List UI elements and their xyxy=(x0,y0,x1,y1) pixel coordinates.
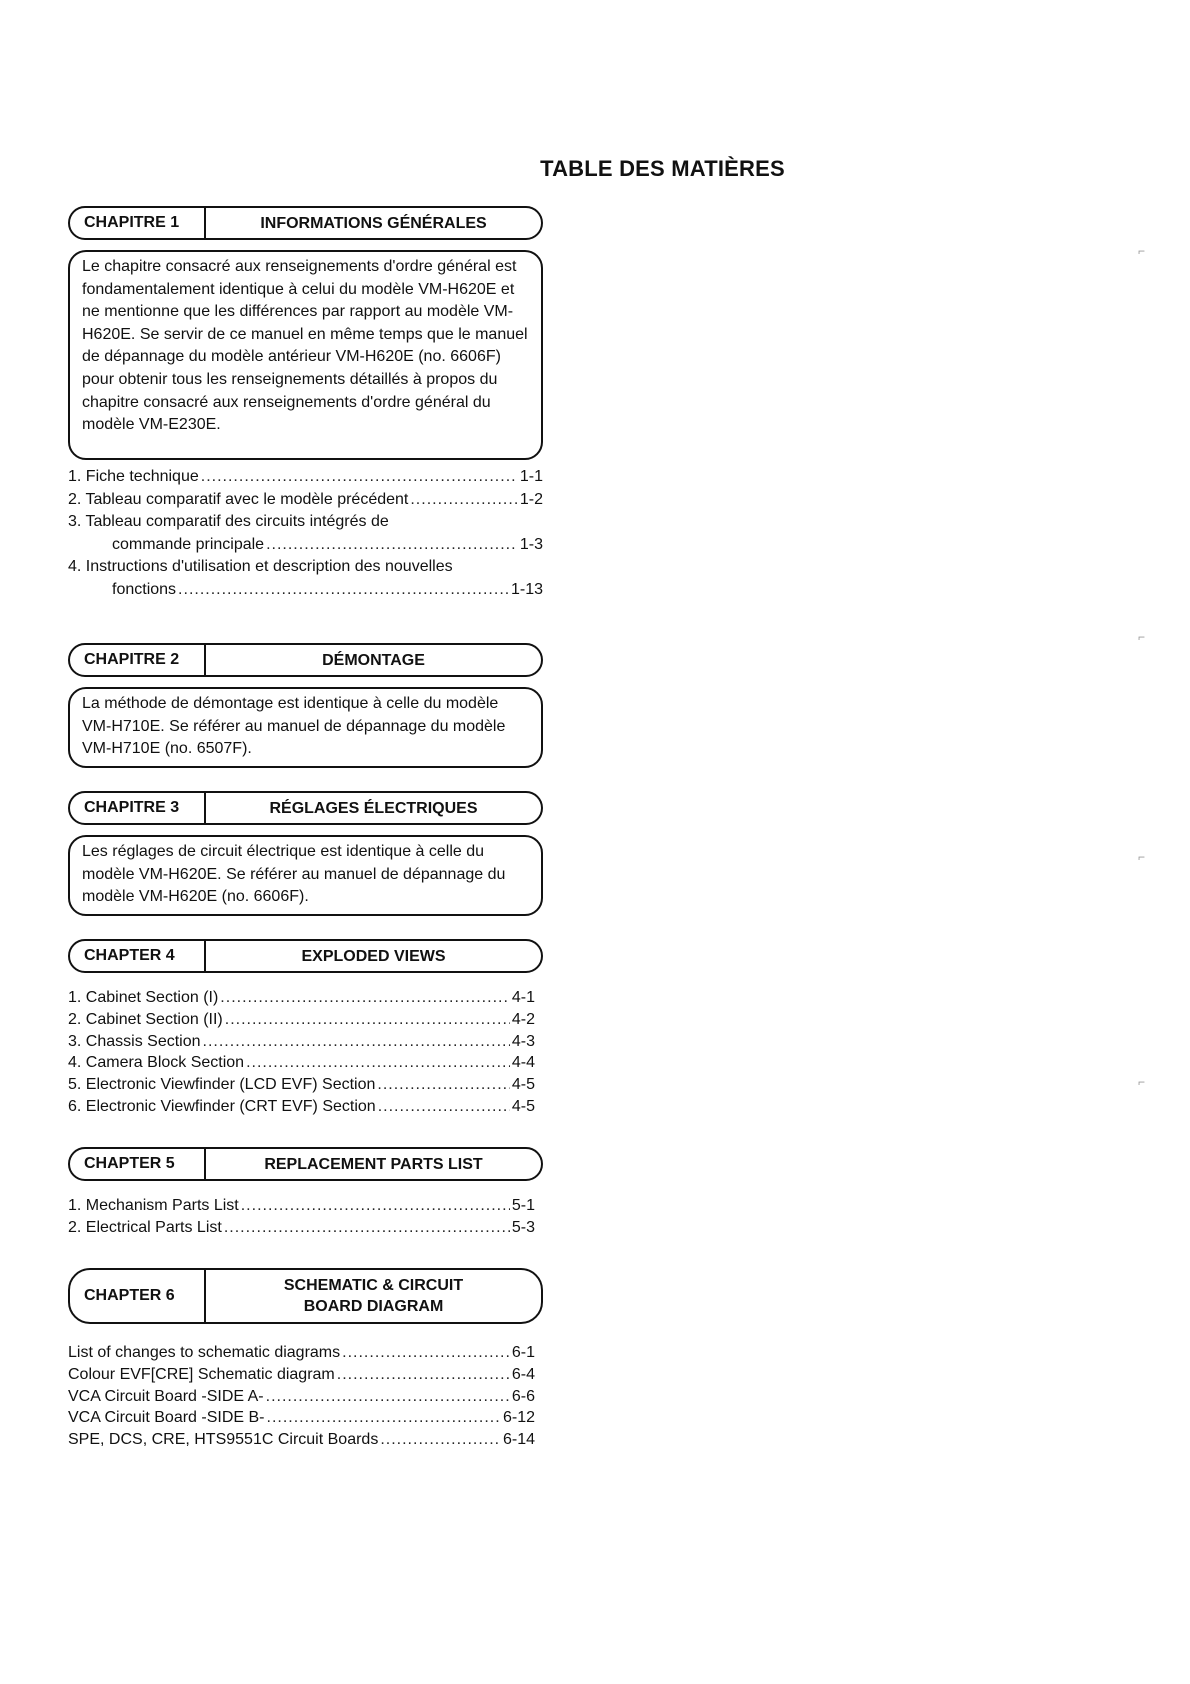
toc-item-page: 4-1 xyxy=(511,989,535,1006)
toc-item-page: 4-5 xyxy=(511,1076,535,1094)
chapter-1-note: Le chapitre consacré aux renseignements d'ordre général est fondamentalement identique à celui du modèle VM-H620E et ne mentionne que les différences par rapport au modèle VM-H620E. Se servir de ce manuel en même temps que le manuel de dépannage du modèle antérieur VM-H620E (no. 6606F) pour obtenir tous les renseignements détaillés à propos du chapitre consacré aux renseignements d'ordre général du modèle VM-E230E. xyxy=(68,250,543,460)
toc-item-page: 6-4 xyxy=(511,1365,535,1383)
scan-mark: ⌐ xyxy=(1138,850,1146,864)
chapter-number: CHAPITRE 1 xyxy=(70,208,206,238)
chapter-4-header xyxy=(68,939,543,973)
toc-item-label: VCA Circuit Board -SIDE A- xyxy=(68,1387,264,1405)
toc-item-label: VCA Circuit Board -SIDE B- xyxy=(68,1409,265,1427)
toc-item-label: 1. Mechanism Parts List xyxy=(68,1197,239,1214)
toc-item-page: 4-4 xyxy=(511,1054,535,1072)
chapter-title: DÉMONTAGE xyxy=(322,651,425,669)
toc-item-page: 1-2 xyxy=(519,490,543,508)
toc-item-page: 1-13 xyxy=(510,580,543,598)
toc-item[interactable] xyxy=(68,1052,543,1074)
toc-item-page: 6-6 xyxy=(511,1387,535,1405)
chapter-5-section xyxy=(68,1147,543,1239)
toc-item-label: 3. Chassis Section xyxy=(68,1032,201,1050)
toc-item[interactable] xyxy=(68,1195,543,1217)
chapter-3-section xyxy=(68,791,543,916)
toc-item[interactable] xyxy=(68,511,543,556)
chapter-3-note: Les réglages de circuit électrique est identique à celle du modèle VM-H620E. Se référer au manuel de dépannage du modèle VM-H620E (no. 6606F). xyxy=(68,835,543,916)
toc-item-label-cont: commande principale xyxy=(112,535,265,553)
toc-item-page: 6-1 xyxy=(511,1344,535,1361)
chapter-number: CHAPTER 4 xyxy=(70,941,206,971)
toc-item-label-cont: fonctions xyxy=(112,580,177,598)
toc-item-label: 2. Electrical Parts List xyxy=(68,1218,222,1236)
chapter-3-header xyxy=(68,791,543,825)
chapter-6-toc xyxy=(68,1342,543,1451)
chapter-2-header xyxy=(68,643,543,677)
toc-item[interactable] xyxy=(68,489,543,512)
toc-item-label: 2. Tableau comparatif avec le modèle précédent xyxy=(68,490,409,508)
page-title: TABLE DES MATIÈRES xyxy=(540,156,785,181)
chapter-5-toc xyxy=(68,1195,543,1239)
chapter-4-toc xyxy=(68,987,543,1118)
chapter-title: RÉGLAGES ÉLECTRIQUES xyxy=(269,799,478,817)
toc-item-page: 6-12 xyxy=(502,1409,535,1427)
toc-item[interactable] xyxy=(68,1342,543,1364)
toc-item-label: 5. Electronic Viewfinder (LCD EVF) Section xyxy=(68,1076,376,1094)
chapter-1-toc xyxy=(68,466,543,601)
chapter-number: CHAPTER 6 xyxy=(70,1270,206,1322)
chapter-2-note: La méthode de démontage est identique à celle du modèle VM-H710E. Se référer au manuel de dépannage du modèle VM-H710E (no. 6507F). xyxy=(68,687,543,768)
toc-item[interactable] xyxy=(68,556,543,601)
toc-item-page: 4-3 xyxy=(511,1032,535,1050)
toc-item[interactable] xyxy=(68,1364,543,1386)
toc-item[interactable] xyxy=(68,1074,543,1096)
toc-item-page: 1-3 xyxy=(519,535,543,553)
toc-item-page: 6-14 xyxy=(502,1431,535,1449)
toc-item[interactable] xyxy=(68,1009,543,1031)
chapter-number: CHAPITRE 2 xyxy=(70,645,206,675)
chapter-2-section xyxy=(68,643,543,768)
chapter-title: EXPLODED VIEWS xyxy=(301,947,446,965)
chapter-title: SCHEMATIC & CIRCUIT BOARD DIAGRAM xyxy=(283,1277,464,1315)
toc-item[interactable] xyxy=(68,987,543,1009)
toc-item-label: 4. Instructions d'utilisation et description des nouvelles xyxy=(68,558,453,575)
chapter-title: INFORMATIONS GÉNÉRALES xyxy=(260,214,487,232)
toc-item-label: 2. Cabinet Section (II) xyxy=(68,1010,223,1028)
toc-item-label: 6. Electronic Viewfinder (CRT EVF) Section xyxy=(68,1097,376,1115)
chapter-4-section xyxy=(68,939,543,1118)
chapter-5-header xyxy=(68,1147,543,1181)
toc-item[interactable] xyxy=(68,1031,543,1053)
scan-mark: ⌐ xyxy=(1138,1075,1146,1089)
toc-item[interactable] xyxy=(68,1407,543,1429)
toc-item-label: 1. Fiche technique xyxy=(68,468,199,485)
chapter-title: REPLACEMENT PARTS LIST xyxy=(264,1155,483,1173)
scan-mark: ⌐ xyxy=(1138,244,1146,258)
toc-item-page: 4-5 xyxy=(511,1097,535,1115)
toc-item-page: 4-2 xyxy=(511,1010,535,1028)
chapter-6-section xyxy=(68,1268,543,1451)
toc-item[interactable] xyxy=(68,1096,543,1118)
chapter-number: CHAPTER 5 xyxy=(70,1149,206,1179)
toc-item[interactable] xyxy=(68,1429,543,1451)
toc-item-page: 5-3 xyxy=(511,1218,535,1236)
chapter-number: CHAPITRE 3 xyxy=(70,793,206,823)
toc-item-label: 1. Cabinet Section (I) xyxy=(68,989,219,1006)
toc-item[interactable] xyxy=(68,466,543,489)
toc-item-page: 1-1 xyxy=(519,468,543,485)
toc-item-label: List of changes to schematic diagrams xyxy=(68,1344,341,1361)
toc-item-label: SPE, DCS, CRE, HTS9551C Circuit Boards xyxy=(68,1431,379,1449)
scan-mark: ⌐ xyxy=(1138,630,1146,644)
toc-item-label: 3. Tableau comparatif des circuits intégrés de xyxy=(68,513,389,530)
toc-item[interactable] xyxy=(68,1217,543,1239)
chapter-6-header xyxy=(68,1268,543,1324)
toc-item-label: Colour EVF[CRE] Schematic diagram xyxy=(68,1365,335,1383)
chapter-1-header xyxy=(68,206,543,240)
toc-item-label: 4. Camera Block Section xyxy=(68,1054,245,1072)
chapter-1-section xyxy=(68,206,543,601)
toc-item[interactable] xyxy=(68,1386,543,1408)
toc-item-page: 5-1 xyxy=(511,1197,535,1214)
